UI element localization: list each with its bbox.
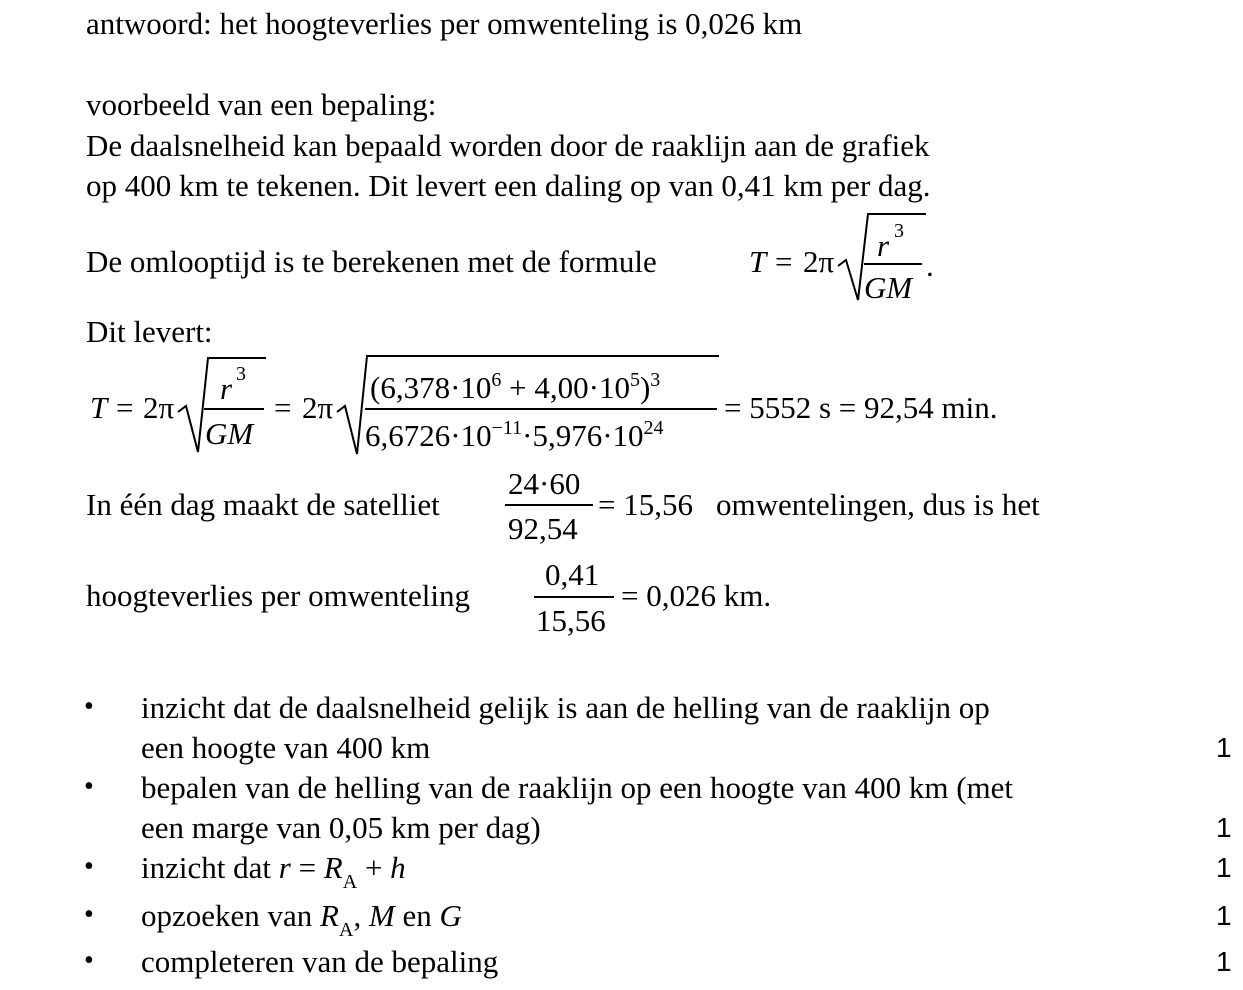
criterion-score: 1 xyxy=(1216,946,1232,977)
fraction-bar xyxy=(365,408,717,410)
calc-equals-2: = xyxy=(274,390,292,425)
calc-result: = 5552 s = 92,54 min. xyxy=(724,390,998,425)
criterion-text: bepalen van de helling van de raaklijn op een hoogte van 400 km (met xyxy=(141,770,1014,805)
fraction-bar xyxy=(505,504,593,506)
day-prefix: In één dag maakt de satelliet xyxy=(86,487,440,522)
bullet-icon: • xyxy=(84,899,94,930)
answer-line: antwoord: het hoogteverlies per omwenteling is 0,026 km xyxy=(86,6,803,41)
formula-r: r xyxy=(877,228,890,263)
bullet-icon: • xyxy=(84,851,94,882)
bullet-icon: • xyxy=(84,771,94,802)
paragraph-line-1: De daalsnelheid kan bepaald worden door de raaklijn aan de grafiek xyxy=(86,128,930,163)
day-numerator: 24·60 xyxy=(508,466,581,501)
criterion-text-cont: een hoogte van 400 km xyxy=(141,730,431,765)
example-heading: voorbeeld van een bepaling: xyxy=(86,87,437,122)
calc-GM: GM xyxy=(205,416,254,451)
fraction-bar xyxy=(864,263,922,265)
loss-numerator: 0,41 xyxy=(545,557,600,592)
criterion-score: 1 xyxy=(1216,732,1232,763)
formula-two-pi: 2π xyxy=(803,244,835,279)
formula-equals: = xyxy=(775,244,793,279)
criterion-text: completeren van de bepaling xyxy=(141,944,499,979)
paragraph-line-2: op 400 km te tekenen. Dit levert een daling op van 0,41 km per dag. xyxy=(86,168,931,203)
fraction-bar xyxy=(204,408,264,410)
formula-GM: GM xyxy=(864,270,913,305)
loss-denominator: 15,56 xyxy=(536,603,606,638)
loss-result: = 0,026 km. xyxy=(621,578,772,613)
calc-denominator: $6,6726\cdot 10^{-11}\cdot 5,976\cdot 10^{24}$ xyxy=(365,417,664,453)
calc-equals-1: = xyxy=(116,390,134,425)
loss-prefix: hoogteverlies per omwenteling xyxy=(86,578,470,613)
criterion-text: inzicht dat $r = R_A + h$ xyxy=(141,850,406,893)
criterion-score: 1 xyxy=(1216,812,1232,843)
calc-exp-3: 3 xyxy=(236,363,246,385)
criterion-text: inzicht dat de daalsnelheid gelijk is aan de helling van de raaklijn op xyxy=(141,690,990,725)
day-denominator: 92,54 xyxy=(508,511,578,546)
calc-two-pi-1: 2π xyxy=(143,390,175,425)
calc-r: r xyxy=(220,371,233,406)
criterion-text-cont: een marge van 0,05 km per dag) xyxy=(141,810,541,845)
day-result: = 15,56 xyxy=(598,487,693,522)
dit-levert: Dit levert: xyxy=(86,314,213,349)
calc-two-pi-2: 2π xyxy=(302,390,334,425)
formula-intro: De omlooptijd is te berekenen met de formule xyxy=(86,244,657,279)
criterion-score: 1 xyxy=(1216,852,1232,883)
calc-T: T xyxy=(90,390,108,425)
bullet-icon: • xyxy=(84,945,94,976)
criterion-score: 1 xyxy=(1216,900,1232,931)
formula-T: T xyxy=(749,244,767,279)
bullet-icon: • xyxy=(84,691,94,722)
criterion-text: opzoeken van $R_A$, M en G xyxy=(141,898,462,941)
calc-numerator: $(6,378\cdot 10^6 + 4,00\cdot 10^5)^3$ xyxy=(370,369,661,405)
fraction-bar xyxy=(534,596,614,598)
formula-exp-3: 3 xyxy=(894,220,904,242)
day-suffix: omwentelingen, dus is het xyxy=(716,487,1040,522)
